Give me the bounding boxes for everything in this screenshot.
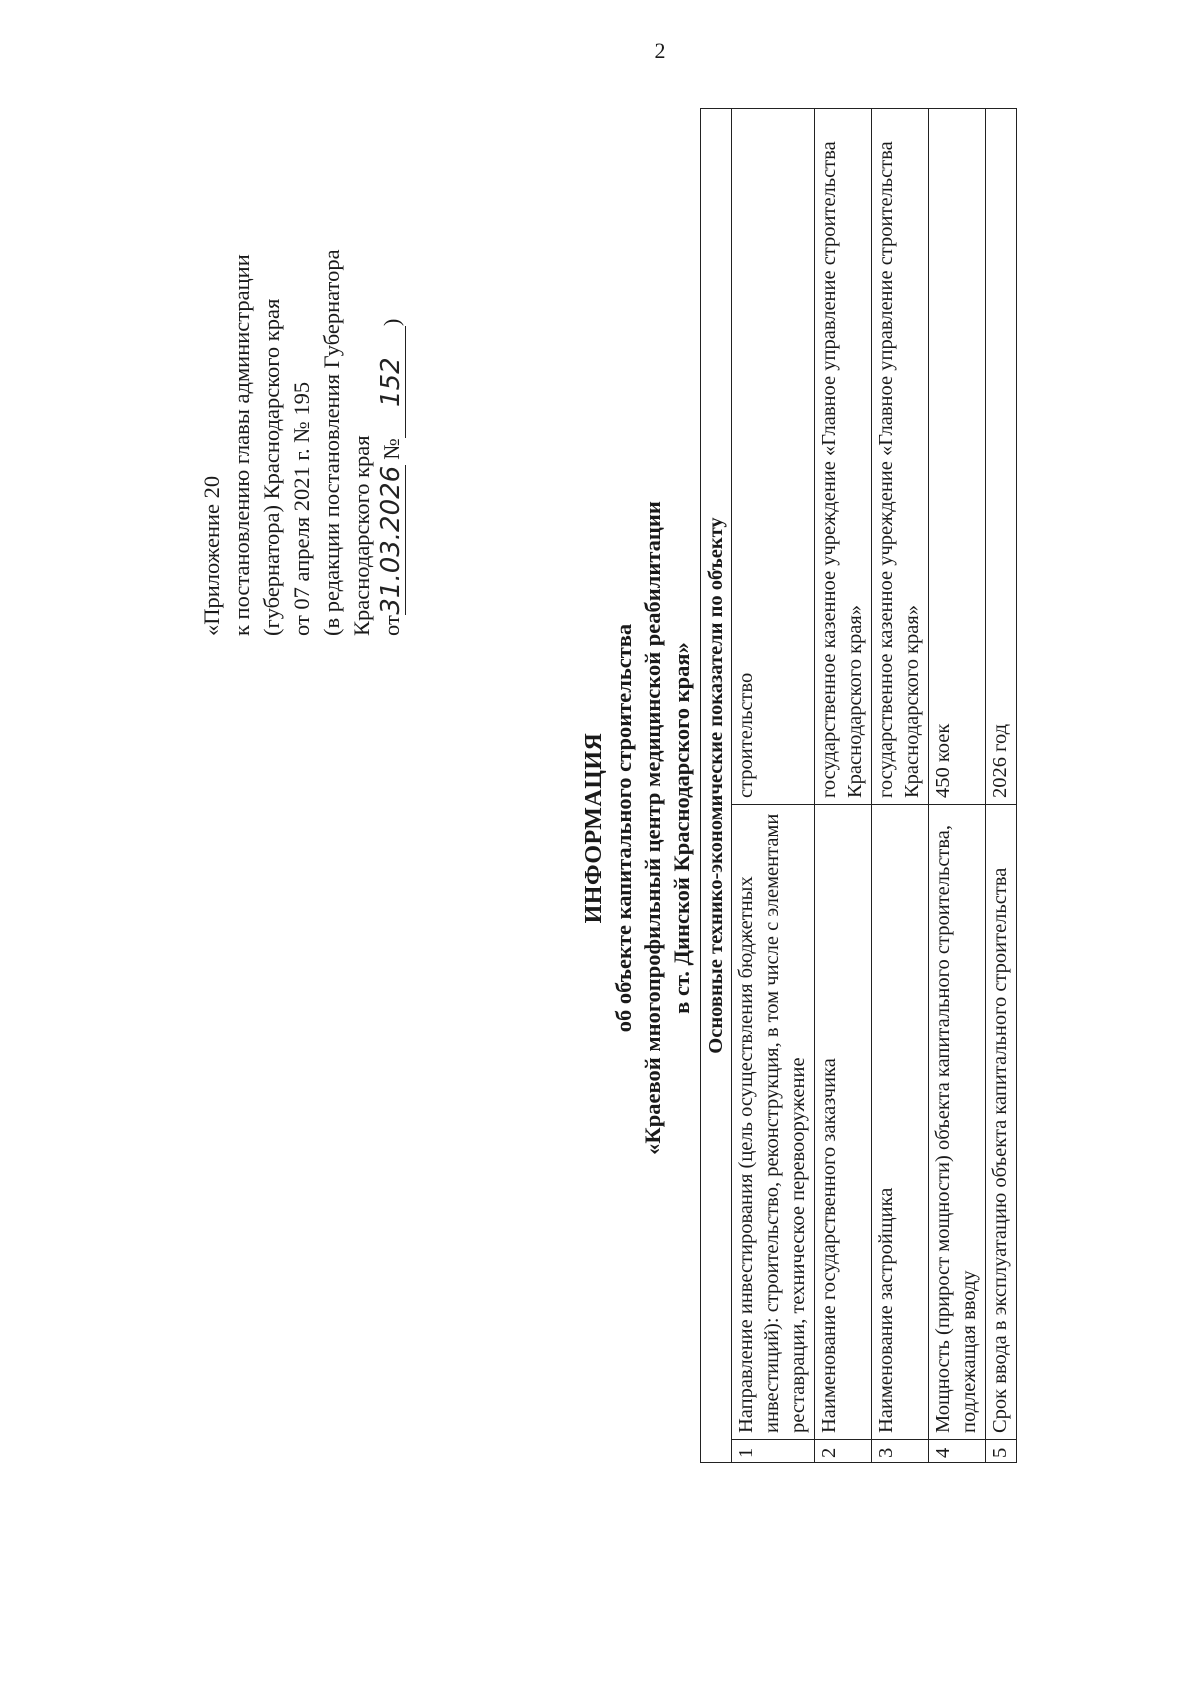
row-name: Направление инвестирования (цель осуществления бюджетных инвестиций): строительство, реконструкция, в том числе с элементами реставрации, техническое перевооружение	[732, 805, 815, 1440]
row-value: 450 коек	[929, 109, 986, 805]
row-value: строительство	[732, 109, 815, 805]
row-name: Срок ввода в эксплуатацию объекта капитального строительства	[986, 805, 1017, 1440]
table-header: Основные технико-экономические показатели по объекту	[701, 109, 732, 1463]
appendix-line: (в редакции постановления Губернатора	[319, 249, 344, 636]
row-name: Наименование государственного заказчика	[815, 805, 872, 1440]
row-number: 2	[815, 1440, 872, 1463]
handwritten-number: 152	[377, 326, 406, 438]
row-number: 3	[872, 1440, 929, 1463]
title-main: ИНФОРМАЦИЯ	[581, 732, 607, 924]
table-header-row	[701, 109, 732, 1463]
appendix-line: от 07 апреля 2021 г. № 195	[289, 381, 314, 636]
close-paren: )	[379, 318, 404, 327]
rotated-sheet	[25, 28, 1155, 1648]
row-number: 5	[986, 1440, 1017, 1463]
appendix-date-line	[377, 36, 407, 636]
title-line: «Краевой многопрофильный центр медицинской реабилитации	[640, 501, 665, 1155]
row-value: государственное казенное учреждение «Главное управление строительства Краснодарского края»	[815, 109, 872, 805]
document-title	[580, 398, 696, 1258]
row-name: Мощность (прирост мощности) объекта капитального строительства, подлежащая вводу	[929, 805, 986, 1440]
appendix-line: к постановлению главы администрации	[229, 254, 254, 636]
indicators-table	[700, 108, 1017, 1463]
table-row	[872, 109, 929, 1463]
title-line: в ст. Динской Краснодарского края»	[669, 642, 694, 1014]
row-value: государственное казенное учреждение «Главное управление строительства Краснодарского края»	[872, 109, 929, 805]
row-name: Наименование застройщика	[872, 805, 929, 1440]
table-row	[732, 109, 815, 1463]
handwritten-date: 31.03.2026	[376, 465, 406, 615]
table-row	[986, 109, 1017, 1463]
row-value: 2026 год	[986, 109, 1017, 805]
date-prefix: от	[379, 615, 404, 636]
appendix-line: «Приложение 20	[199, 475, 224, 636]
table-row	[929, 109, 986, 1463]
appendix-line: (губернатора) Краснодарского края	[259, 298, 284, 636]
appendix-block	[197, 36, 407, 636]
row-number: 1	[732, 1440, 815, 1463]
table-row	[815, 109, 872, 1463]
title-line: об объекте капитального строительства	[611, 623, 636, 1033]
appendix-line: Краснодарского края	[349, 435, 374, 636]
row-number: 4	[929, 1440, 986, 1463]
number-prefix: №	[379, 438, 404, 460]
page-number: 2	[654, 38, 666, 63]
